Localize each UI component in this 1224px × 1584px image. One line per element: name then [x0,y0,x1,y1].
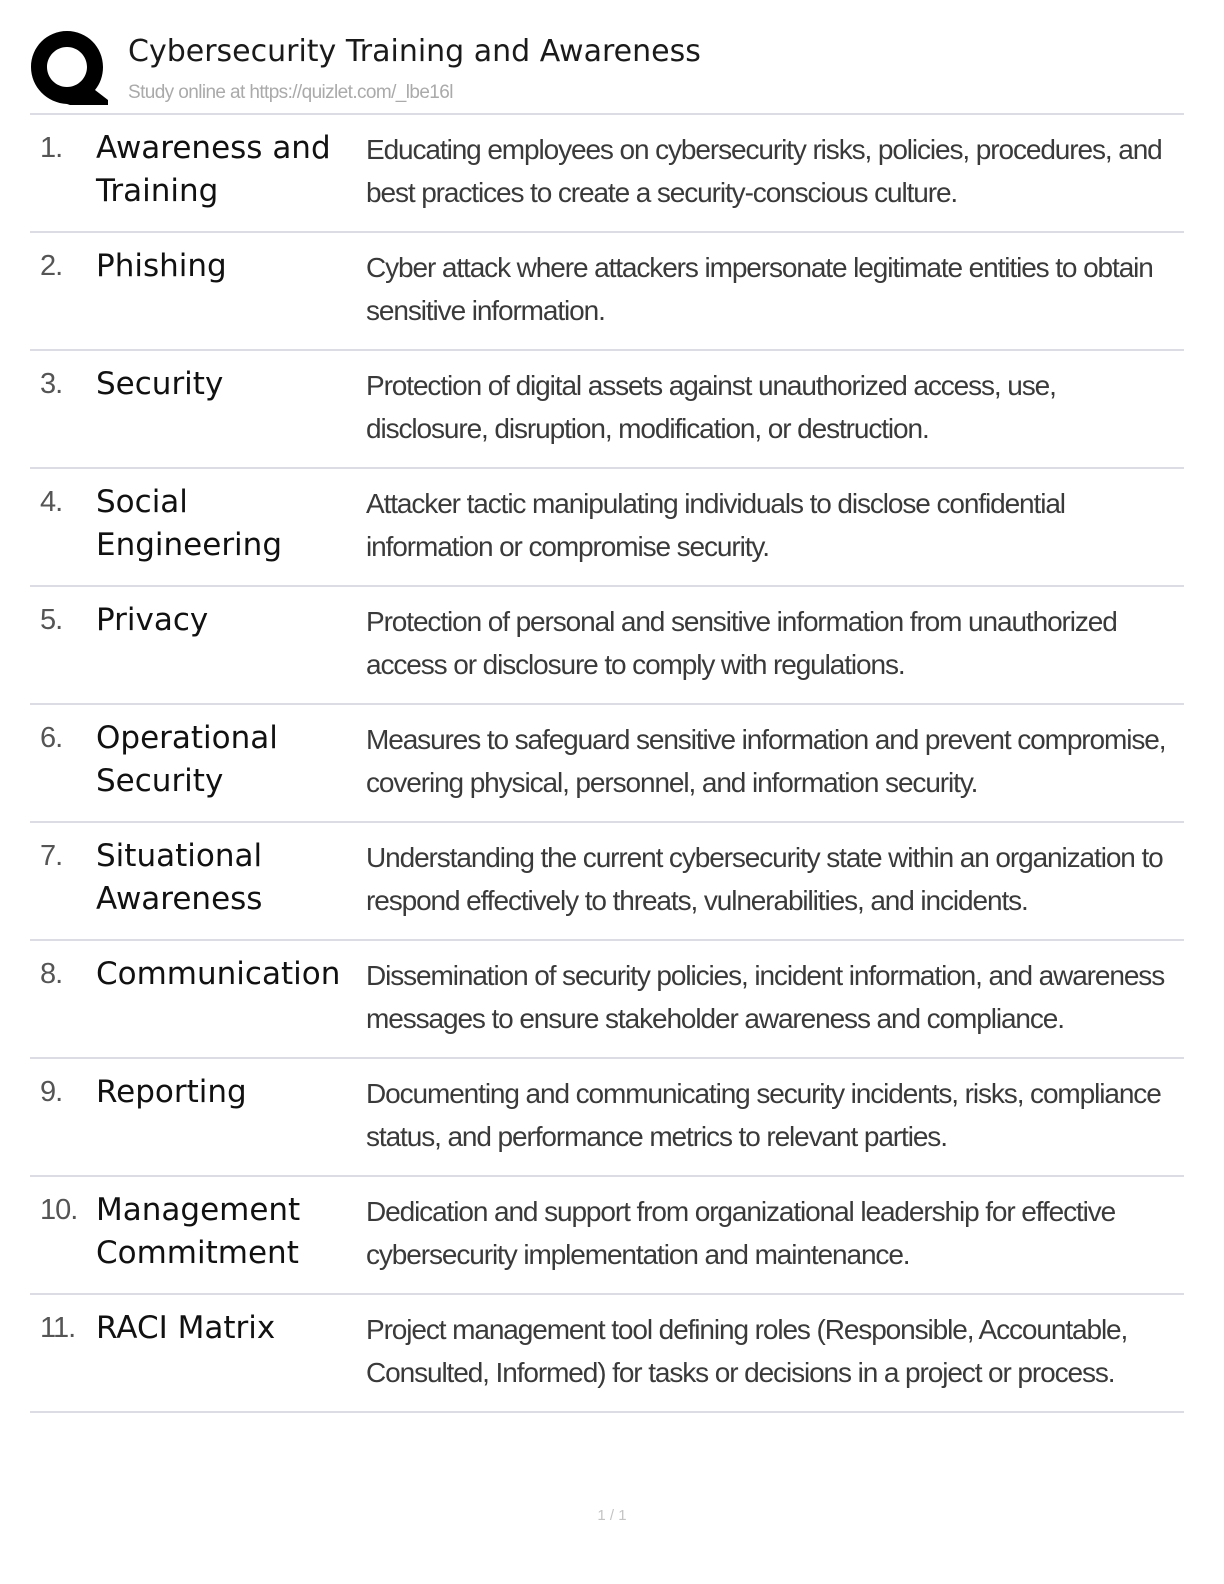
term-name: Management Commitment [96,1192,301,1271]
term-name: Social Engineering [96,484,282,563]
term-name: Reporting [96,1074,247,1110]
term-number: 1. [40,132,63,164]
term-number: 2. [40,250,63,282]
term-definition: Measures to safeguard sensitive information and prevent compromise, covering physical, personnel, and information security. [366,724,1166,798]
term-number: 11. [40,1312,76,1344]
term-number: 3. [40,368,63,400]
term-definition: Cyber attack where attackers impersonate legitimate entities to obtain sensitive information. [366,252,1153,326]
term-row [30,351,1184,469]
term-definition: Protection of digital assets against unauthorized access, use, disclosure, disruption, modification, or destruction. [366,370,1056,444]
term-number: 9. [40,1076,63,1108]
term-name: Operational Security [96,720,278,799]
term-row [30,587,1184,705]
page-number: 1 / 1 [597,1507,627,1524]
term-definition: Protection of personal and sensitive information from unauthorized access or disclosure to comply with regulations. [366,606,1117,680]
term-number: 4. [40,486,63,518]
term-number: 8. [40,958,63,990]
term-name: Phishing [96,248,227,284]
study-online-link[interactable]: Study online at https://quizlet.com/_lbe16l [128,82,453,103]
term-definition: Dissemination of security policies, incident information, and awareness messages to ensure stakeholder awareness and compliance. [366,960,1165,1034]
page-title: Cybersecurity Training and Awareness [128,34,701,69]
term-definition: Educating employees on cybersecurity risks, policies, procedures, and best practices to create a security-conscious culture. [366,134,1162,208]
term-row [30,469,1184,587]
term-definition: Attacker tactic manipulating individuals to disclose confidential information or compromise security. [366,488,1065,562]
term-row [30,233,1184,351]
term-row [30,823,1184,941]
term-number: 6. [40,722,63,754]
term-row [30,1295,1184,1413]
term-name: Privacy [96,602,209,638]
term-row [30,115,1184,233]
term-name: Communication [96,956,341,992]
term-row [30,1059,1184,1177]
quizlet-logo-icon [30,30,110,110]
term-row [30,1177,1184,1295]
term-definition: Dedication and support from organizational leadership for effective cybersecurity implementation and maintenance. [366,1196,1116,1270]
term-definition: Project management tool defining roles (Responsible, Accountable, Consulted, Informed) for tasks or decisions in a project or process. [366,1314,1128,1388]
term-list [30,115,1184,1413]
term-definition: Understanding the current cybersecurity state within an organization to respond effectively to threats, vulnerabilities, and incidents. [366,842,1163,916]
term-name: RACI Matrix [96,1310,276,1346]
term-number: 7. [40,840,63,872]
term-name: Situational Awareness [96,838,263,917]
term-name: Awareness and Training [96,130,331,209]
term-name: Security [96,366,224,402]
term-number: 10. [40,1194,78,1226]
term-row [30,705,1184,823]
term-number: 5. [40,604,63,636]
term-row [30,941,1184,1059]
term-definition: Documenting and communicating security incidents, risks, compliance status, and performance metrics to relevant parties. [366,1078,1161,1152]
